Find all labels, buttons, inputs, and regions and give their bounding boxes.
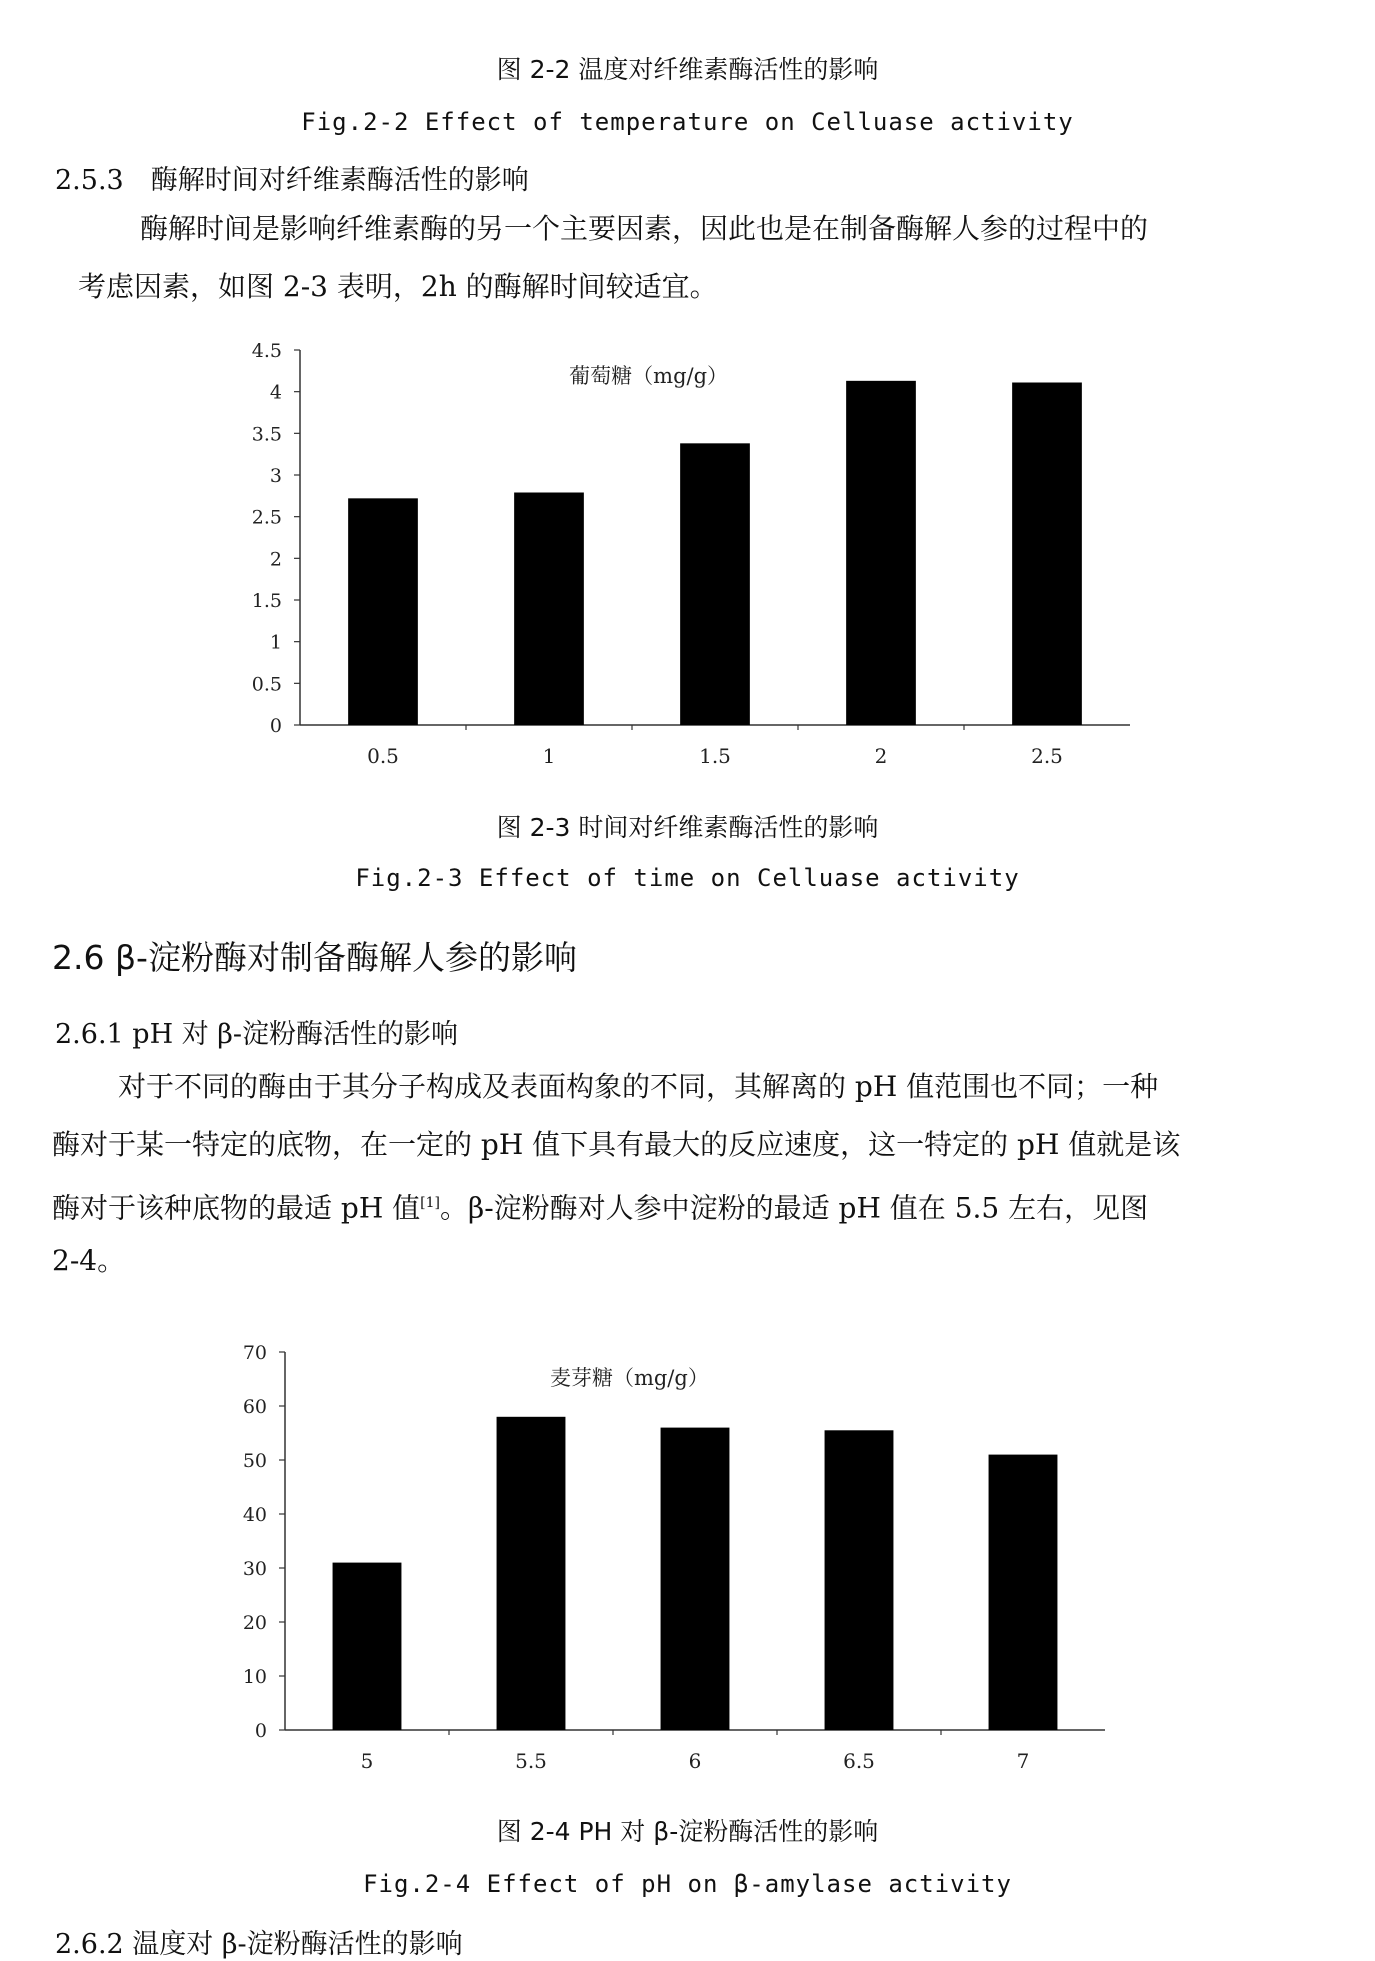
y-tick-label: 2	[269, 548, 282, 571]
citation-ref[interactable]: [1]	[420, 1195, 440, 1211]
bar	[497, 1417, 566, 1730]
y-tick-label: 3	[269, 465, 282, 487]
chart-title: 葡萄糖（mg/g）	[569, 364, 729, 388]
paragraph-line: 考虑因素，如图 2-3 表明，2h 的酶解时间较适宜。	[78, 270, 718, 303]
paragraph-line: 酶解时间是影响纤维素酶的另一个主要因素，因此也是在制备酶解人参的过程中的	[140, 212, 1149, 245]
y-tick-label: 1.5	[251, 590, 282, 612]
figure-2-4-chart	[0, 1330, 1375, 1790]
x-tick-label: 1.5	[699, 744, 731, 768]
paragraph-line: 酶对于某一特定的底物，在一定的 pH 值下具有最大的反应速度，这一特定的 pH 值就是该	[52, 1128, 1181, 1161]
paragraph-line: 对于不同的酶由于其分子构成及表面构象的不同，其解离的 pH 值范围也不同；一种	[118, 1070, 1159, 1103]
bar	[661, 1428, 730, 1730]
figure-caption-en: Fig.2-3 Effect of time on Celluase activity	[355, 864, 1020, 892]
y-tick-label: 70	[242, 1342, 267, 1364]
y-tick-label: 50	[242, 1450, 267, 1472]
y-tick-label: 0.5	[251, 673, 282, 696]
chart-title: 麦芽糖（mg/g）	[549, 1366, 709, 1390]
bar	[680, 443, 750, 725]
subsection-heading: 2.6.2 温度对 β-淀粉酶活性的影响	[55, 1929, 463, 1960]
bar-chart-time	[0, 330, 1375, 790]
paragraph-text: 酶对于该种底物的最适 pH 值	[52, 1191, 421, 1225]
y-tick-label: 0	[254, 1720, 267, 1742]
y-tick-label: 1	[269, 631, 282, 654]
bar	[825, 1430, 894, 1730]
x-tick-label: 5	[360, 1749, 374, 1773]
figure-caption-en: Fig.2-4 Effect of pH on β-amylase activity	[363, 1870, 1012, 1898]
y-tick-label: 40	[242, 1504, 267, 1526]
y-tick-label: 10	[242, 1666, 267, 1688]
y-tick-label: 4.5	[251, 340, 282, 362]
figure-caption-en: Fig.2-2 Effect of temperature on Celluase activity	[301, 108, 1074, 136]
x-tick-label: 2	[874, 744, 888, 768]
x-tick-label: 2.5	[1031, 744, 1063, 768]
y-tick-label: 0	[269, 715, 282, 737]
bar	[514, 493, 584, 726]
bar	[348, 498, 418, 725]
figure-caption-cn: 图 2-2 温度对纤维素酶活性的影响	[496, 55, 879, 84]
bar	[846, 381, 916, 725]
y-tick-label: 30	[242, 1558, 267, 1580]
y-tick-label: 4	[269, 381, 282, 404]
bar	[333, 1563, 402, 1730]
y-tick-label: 2.5	[251, 506, 282, 529]
x-tick-label: 6	[688, 1749, 702, 1773]
x-tick-label: 0.5	[367, 744, 399, 768]
y-tick-label: 3.5	[251, 423, 282, 446]
section-heading: 2.6 β-淀粉酶对制备酶解人参的影响	[52, 938, 577, 977]
x-tick-label: 1	[542, 744, 556, 768]
x-tick-label: 6.5	[843, 1749, 875, 1773]
paragraph-text: 。β-淀粉酶对人参中淀粉的最适 pH 值在 5.5 左右，见图	[440, 1191, 1149, 1225]
figure-caption-cn: 图 2-3 时间对纤维素酶活性的影响	[496, 813, 879, 842]
x-tick-label: 5.5	[515, 1749, 547, 1773]
bar-chart-ph	[0, 1330, 1375, 1790]
bar	[989, 1455, 1058, 1730]
subsection-heading: 2.5.3 酶解时间对纤维素酶活性的影响	[55, 165, 529, 196]
paragraph-line: 2-4。	[52, 1244, 126, 1277]
paragraph-line	[52, 1174, 1148, 1237]
bar	[1012, 383, 1082, 726]
subsection-heading: 2.6.1 pH 对 β-淀粉酶活性的影响	[55, 1019, 459, 1050]
y-tick-label: 60	[242, 1396, 267, 1418]
x-tick-label: 7	[1016, 1749, 1030, 1773]
figure-2-3-chart	[0, 330, 1375, 790]
figure-caption-cn: 图 2-4 PH 对 β-淀粉酶活性的影响	[496, 1817, 879, 1846]
y-tick-label: 20	[242, 1612, 267, 1634]
